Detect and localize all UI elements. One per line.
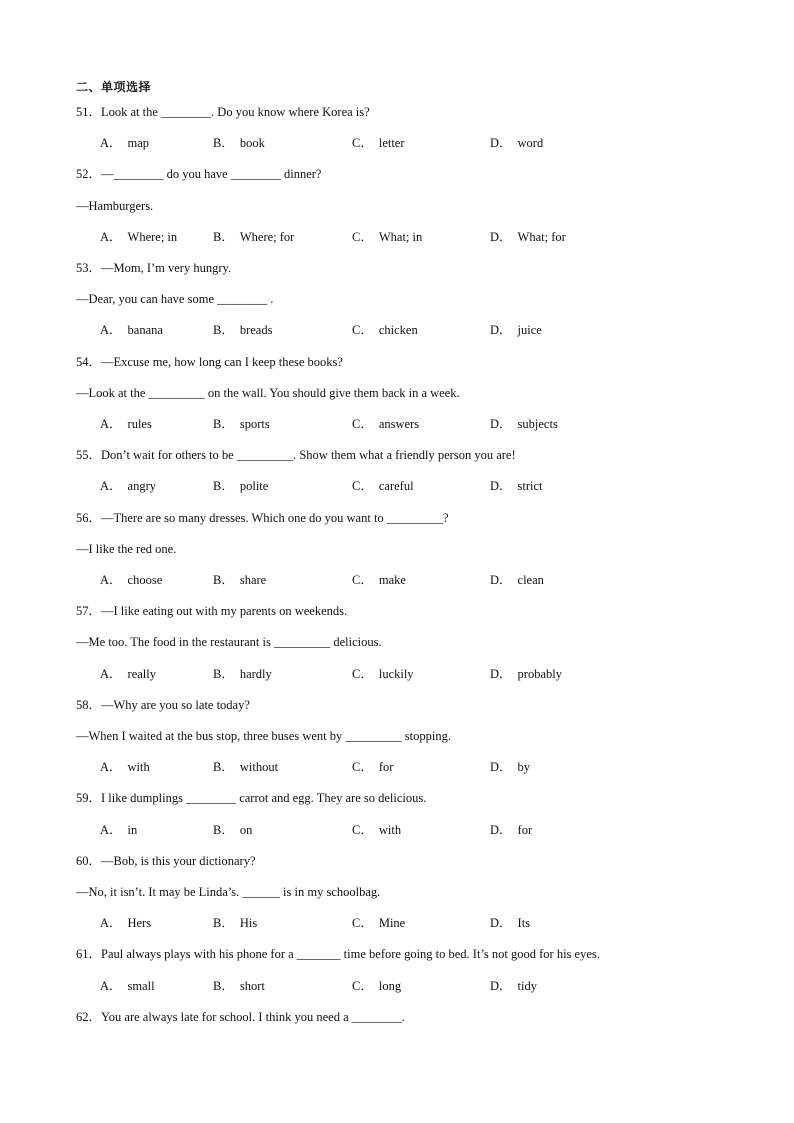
option-letter: D．: [490, 666, 512, 681]
option-b[interactable]: [213, 666, 272, 682]
option-letter: A．: [100, 978, 122, 993]
option-text: What; for: [517, 229, 566, 244]
option-d[interactable]: [490, 759, 530, 775]
option-letter: A．: [100, 323, 122, 338]
option-text: What; in: [378, 229, 423, 244]
option-b[interactable]: [213, 229, 294, 245]
option-text: on: [239, 822, 253, 837]
option-letter: C．: [352, 978, 373, 993]
option-letter: C．: [352, 323, 373, 338]
question-stem: 58．—Why are you so late today?: [76, 697, 250, 712]
option-letter: C．: [352, 822, 373, 837]
option-b[interactable]: [213, 478, 268, 494]
question-dialog-line: —Dear, you can have some ________ .: [76, 292, 274, 307]
option-letter: C．: [352, 136, 373, 151]
option-b[interactable]: [213, 915, 257, 931]
options-row: [0, 978, 794, 994]
option-text: small: [127, 978, 155, 993]
option-d[interactable]: [490, 915, 530, 931]
option-text: with: [378, 822, 402, 837]
option-letter: D．: [490, 323, 512, 338]
question-stem: 55．Don’t wait for others to be _________. Show them what a friendly person you are!: [76, 448, 516, 463]
option-text: subjects: [517, 417, 558, 431]
option-letter: A．: [100, 573, 122, 587]
option-letter: D．: [490, 760, 512, 775]
option-letter: D．: [490, 916, 512, 931]
option-text: by: [517, 760, 531, 775]
option-text: sports: [239, 417, 270, 431]
option-a[interactable]: [100, 478, 156, 494]
option-letter: B．: [213, 666, 234, 681]
option-text: make: [378, 573, 406, 587]
option-text: word: [517, 136, 544, 151]
options-row: [0, 822, 794, 838]
question-stem: 56．—There are so many dresses. Which one do you want to _________?: [76, 510, 449, 525]
option-c[interactable]: [352, 416, 419, 432]
option-letter: B．: [213, 136, 234, 151]
question-stem: 52．—________ do you have ________ dinner?: [76, 167, 322, 182]
option-letter: B．: [213, 978, 234, 993]
option-letter: B．: [213, 323, 234, 338]
option-text: breads: [239, 323, 273, 338]
option-text: His: [239, 916, 258, 931]
option-d[interactable]: [490, 478, 543, 494]
question-stem: 51．Look at the ________. Do you know where Korea is?: [76, 105, 370, 119]
option-letter: A．: [100, 417, 122, 431]
option-letter: C．: [352, 573, 373, 587]
option-text: book: [239, 136, 265, 151]
option-a[interactable]: [100, 915, 151, 931]
option-letter: C．: [352, 666, 373, 681]
option-d[interactable]: [490, 322, 542, 338]
option-letter: D．: [490, 136, 512, 151]
option-b[interactable]: [213, 322, 272, 338]
options-row: [0, 229, 794, 245]
question-stem: 53．—Mom, I’m very hungry.: [76, 261, 232, 275]
option-a[interactable]: [100, 759, 150, 775]
option-c[interactable]: [352, 915, 405, 931]
option-letter: A．: [100, 136, 122, 151]
option-letter: B．: [213, 916, 234, 931]
option-letter: D．: [490, 417, 512, 431]
option-c[interactable]: [352, 822, 401, 838]
option-text: with: [127, 760, 150, 775]
question-stem: 61．Paul always plays with his phone for a _______ time before going to bed. It’s not good for his eyes.: [76, 947, 600, 962]
question-stem: 62．You are always late for school. I think you need a ________.: [76, 1009, 405, 1024]
option-b[interactable]: [213, 978, 265, 994]
option-text: Where; in: [127, 229, 178, 244]
option-letter: C．: [352, 760, 373, 775]
option-d[interactable]: [490, 666, 562, 682]
option-letter: B．: [213, 822, 234, 837]
option-c[interactable]: [352, 572, 406, 588]
option-text: long: [378, 978, 402, 993]
option-text: hardly: [239, 666, 272, 681]
option-text: banana: [127, 323, 163, 338]
question-dialog-line: —When I waited at the bus stop, three buses went by _________ stopping.: [76, 729, 451, 743]
option-letter: A．: [100, 822, 122, 837]
option-text: map: [127, 136, 150, 151]
option-text: letter: [378, 136, 405, 151]
option-b[interactable]: [213, 416, 270, 432]
question-stem: 57．—I like eating out with my parents on weekends.: [76, 604, 348, 619]
option-text: share: [239, 573, 267, 587]
option-text: Where; for: [239, 229, 295, 244]
option-text: chicken: [378, 323, 418, 338]
option-letter: C．: [352, 229, 373, 244]
option-text: choose: [127, 573, 163, 587]
option-letter: B．: [213, 760, 234, 775]
options-row: [0, 915, 794, 931]
option-c[interactable]: [352, 229, 422, 245]
option-d[interactable]: [490, 822, 532, 838]
options-row: [0, 322, 794, 338]
option-a[interactable]: [100, 135, 149, 151]
option-text: for: [517, 822, 533, 837]
options-row: [0, 416, 794, 432]
option-letter: A．: [100, 760, 122, 775]
option-c[interactable]: [352, 759, 393, 775]
option-text: for: [378, 760, 394, 775]
option-b[interactable]: [213, 572, 266, 588]
question-dialog-line: —No, it isn’t. It may be Linda’s. ______ is in my schoolbag.: [76, 885, 381, 899]
option-letter: A．: [100, 916, 122, 931]
option-letter: D．: [490, 573, 512, 587]
options-row: [0, 759, 794, 775]
option-text: strict: [517, 479, 543, 494]
options-row: [0, 666, 794, 682]
option-a[interactable]: [100, 978, 155, 994]
option-a[interactable]: [100, 822, 137, 838]
question-stem: 60．—Bob, is this your dictionary?: [76, 853, 256, 868]
option-c[interactable]: [352, 666, 414, 682]
option-text: clean: [517, 573, 544, 587]
question-dialog-line: —I like the red one.: [76, 541, 177, 556]
option-letter: C．: [352, 916, 373, 931]
option-d[interactable]: [490, 229, 566, 245]
option-letter: D．: [490, 229, 512, 244]
option-c[interactable]: [352, 978, 401, 994]
option-letter: B．: [213, 479, 234, 494]
option-text: careful: [378, 479, 414, 494]
option-letter: A．: [100, 666, 122, 681]
option-text: short: [239, 978, 265, 993]
option-d[interactable]: [490, 135, 543, 151]
option-text: Hers: [127, 916, 152, 931]
option-letter: D．: [490, 822, 512, 837]
option-text: tidy: [517, 978, 537, 993]
option-c[interactable]: [352, 478, 414, 494]
question-stem: 54．—Excuse me, how long can I keep these books?: [76, 354, 343, 369]
option-text: rules: [127, 417, 152, 431]
option-text: angry: [127, 479, 156, 494]
option-letter: A．: [100, 479, 122, 494]
option-text: Its: [517, 916, 531, 931]
option-c[interactable]: [352, 322, 418, 338]
option-letter: B．: [213, 229, 234, 244]
option-text: juice: [517, 323, 542, 338]
question-stem: 59．I like dumplings ________ carrot and egg. They are so delicious.: [76, 791, 427, 806]
option-letter: C．: [352, 417, 373, 431]
question-dialog-line: —Hamburgers.: [76, 198, 154, 213]
option-d[interactable]: [490, 416, 558, 432]
option-a[interactable]: [100, 416, 152, 432]
option-text: luckily: [378, 666, 414, 681]
option-letter: C．: [352, 479, 373, 494]
options-row: [0, 572, 794, 588]
option-text: Mine: [378, 916, 406, 931]
option-a[interactable]: [100, 666, 156, 682]
option-text: without: [239, 760, 279, 775]
option-text: polite: [239, 479, 269, 494]
option-text: probably: [517, 666, 562, 681]
option-b[interactable]: [213, 822, 252, 838]
option-c[interactable]: [352, 135, 405, 151]
options-row: [0, 135, 794, 151]
section-title: 二、单项选择: [76, 80, 152, 94]
option-letter: D．: [490, 479, 512, 494]
option-letter: B．: [213, 573, 234, 587]
option-letter: D．: [490, 978, 512, 993]
option-letter: B．: [213, 417, 234, 431]
question-dialog-line: —Look at the _________ on the wall. You should give them back in a week.: [76, 385, 460, 400]
question-dialog-line: —Me too. The food in the restaurant is _________ delicious.: [76, 635, 382, 650]
options-row: [0, 478, 794, 494]
option-d[interactable]: [490, 572, 544, 588]
option-text: in: [127, 822, 138, 837]
option-a[interactable]: [100, 229, 177, 245]
option-a[interactable]: [100, 322, 163, 338]
option-text: answers: [378, 417, 420, 431]
option-d[interactable]: [490, 978, 537, 994]
option-a[interactable]: [100, 572, 162, 588]
option-b[interactable]: [213, 135, 265, 151]
option-text: really: [127, 666, 156, 681]
option-letter: A．: [100, 229, 122, 244]
option-b[interactable]: [213, 759, 278, 775]
